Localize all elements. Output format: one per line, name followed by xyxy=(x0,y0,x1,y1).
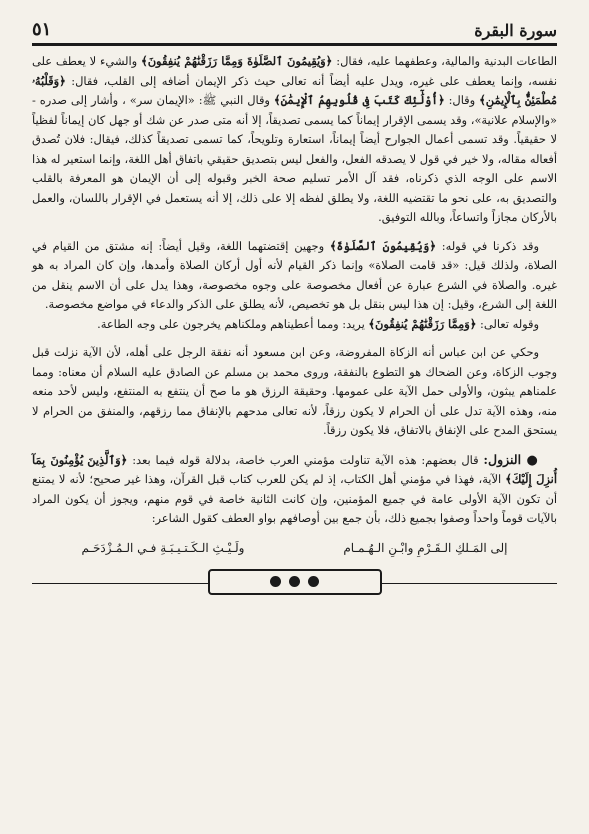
quran-quote: ﴿وَمِمَّا رَزَقْنَٰهُمْ يُنفِقُونَ﴾ xyxy=(368,316,477,331)
paragraph xyxy=(32,450,557,529)
text-span: الطاعات البدنية والمالية، وعطفهما عليه، فقال: xyxy=(332,54,557,68)
dot-icon xyxy=(289,576,300,587)
text-span: وجهين إقتضتهما اللغة، وقيل أيضاً: إنه مشتق من القيام في الصلاة، ولذلك قيل: «قد قامت الصلاة» وإنما ذكر القيام لأنه أول أركان الصلاة وأمدها، وإن كان المراد به هو غيره. والصلاة في الشرع عبارة عن أفعال مخصوصة على وجوه مخصوصة، وهذا يدل على أن الاسم ينقل من اللغة إلى الشرع، وقيل: إن هذا ليس بنقل بل هو تخصيص، لأنه يطلق على الذكر والدعاء في مواضع مخصوصة. xyxy=(32,238,557,311)
poem-hemistich-left: ولَـيْـثِ الـكَـتـيـبَـةِ فـي الـمُـزْدَحَـم xyxy=(81,540,245,555)
page-header xyxy=(32,10,557,40)
quran-quote: ﴿وَٱلَّذِينَ يُؤْمِنُونَ بِمَآ أُنزِلَ إِلَيْكَ﴾ xyxy=(32,452,557,486)
text-span: وحكي عن ابن عباس أنه الزكاة المفروضة، وعن ابن مسعود أنه نفقة الرجل على أهله، لأن الآية نزلت قبل وجوب الزكاة، وعن الضحاك هو التطوع بالنفقة، وروى محمد بن مسلم عن الصادق عليه السلام أن معناه: ومما علمناهم يبثون، والأولى حمل الآية على عمومها. وحقيقة الرزق هو ما صح أن ينتفع به المنتفع، وليس لأحد منعه منه، وهذه الآية تدل على أن الحرام لا يكون رزقاً، لأنه تعالى مدحهم بالإنفاق مما رزقهم، والمنفق من الحرام لا يستحق المدح على الإنفاق بالاتفاق، فلا يكون رزقاً. xyxy=(32,345,557,437)
text-span: وقوله تعالى: xyxy=(476,316,539,331)
paragraph xyxy=(32,343,557,441)
paragraph xyxy=(32,315,557,335)
text-span: وقال النبي ﷺ: «الإيمان سر» ، وأشار إلى صدره - «والإسلام علانية»، وقد يسمى الإقرار إيماناً كما يسمى تصديقاً، إلا أنه متى صدر عن شك أو جهل كان إيماناً لفظياً لا حقيقياً. وقد تسمى أعمال الجوارح أيضاً إيماناً، استعارة وتلويحاً، كما تسمى تصديقاً كذلك، فيقال: فلان تُصدق أفعاله مقاله، ولا خير في قول لا يصدقه الفعل، والفعل ليس بتصديق حقيقي باتفاق أهل اللغة، وإنما استعير له هذا الاسم على الوجه الذي ذكرناه، فقد آل الأمر تسليم صحة الخبر وقبوله إلى أن الإيمان هو المعرفة بالقلب والتصديق به، على نحو ما تقتضيه اللغة، ولا يطلق لفظه إلا على ذلك، إلا أنه يستعمل في الإقرار باللسان، والعمل بالأركان مجازاً واتساعاً، وبالله التوفيق. xyxy=(32,93,557,224)
quran-quote: ﴿وَيُقِيمُونَ ٱلصَّلَوٰةَ وَمِمَّا رَزَقْنَٰهُمْ يُنفِقُونَ﴾ xyxy=(141,54,333,68)
poem-hemistich-right: إلى المَـلكِ الـقَـرْمِ وابْـنِ الـهُـمـام xyxy=(343,540,508,555)
separator-ornament xyxy=(208,569,382,595)
paragraph xyxy=(32,52,557,228)
text-span: وقال: xyxy=(444,93,480,107)
dot-icon xyxy=(308,576,319,587)
dot-icon xyxy=(270,576,281,587)
text-span: الآية، فهذا في مؤمني أهل الكتاب، إذ لم يكن للعرب كتاب قبل القرآن، وهذا غير صحيح؛ لأنه لا يمتنع أن تكون الآية الأولى عامة في جميع المؤمنين، وإن كانت الثانية خاصة في قوم منهم، ويجوز أن يكون المراد بالآيات قوماً واحداً وصفوا بجميع ذلك، بأن جمع بين أوصافهم بواو العطف كقول الشاعر: xyxy=(32,472,557,525)
text-span: والشيء لا يعطف على نفسه، وإنما يعطف على غيره، ويدل عليه أيضاً أنه تعالى حيث ذكر الإيمان أضافه إلى القلب، فقال: xyxy=(32,54,557,88)
paragraph xyxy=(32,237,557,315)
page-number: ٥١ xyxy=(32,19,52,40)
text-span: قال بعضهم: هذه الآية تناولت مؤمني العرب خاصة، بدلالة قوله فيما بعد: xyxy=(127,452,484,467)
text-span: وقد ذكرنا في قوله: xyxy=(436,238,539,253)
bullet-icon: ● xyxy=(521,452,539,468)
section-separator xyxy=(32,569,557,584)
surah-title: سورة البقرة xyxy=(474,21,557,40)
commentary-text xyxy=(32,52,557,529)
quran-quote: ﴿وَيُقِيمُونَ ٱلصَّلَوٰةَ﴾ xyxy=(329,238,437,253)
poetry-verse xyxy=(32,541,557,555)
section-heading: النزول: xyxy=(483,451,522,467)
header-rule xyxy=(32,43,557,46)
text-span: يريد: ومما أعطيناهم وملكناهم يخرجون على وجه الطاعة. xyxy=(97,316,369,331)
quran-quote: ﴿أُوْلَٰٓئِكَ كَتَبَ فِى قُلُوبِهِمُ ٱلْإِيمَٰنَ﴾ xyxy=(273,93,445,107)
quran-quote: ﴿وَقَلْبُهُۥ مُطْمَئِنٌّۢ بِٱلْإِيمَٰنِ﴾ xyxy=(32,73,557,107)
